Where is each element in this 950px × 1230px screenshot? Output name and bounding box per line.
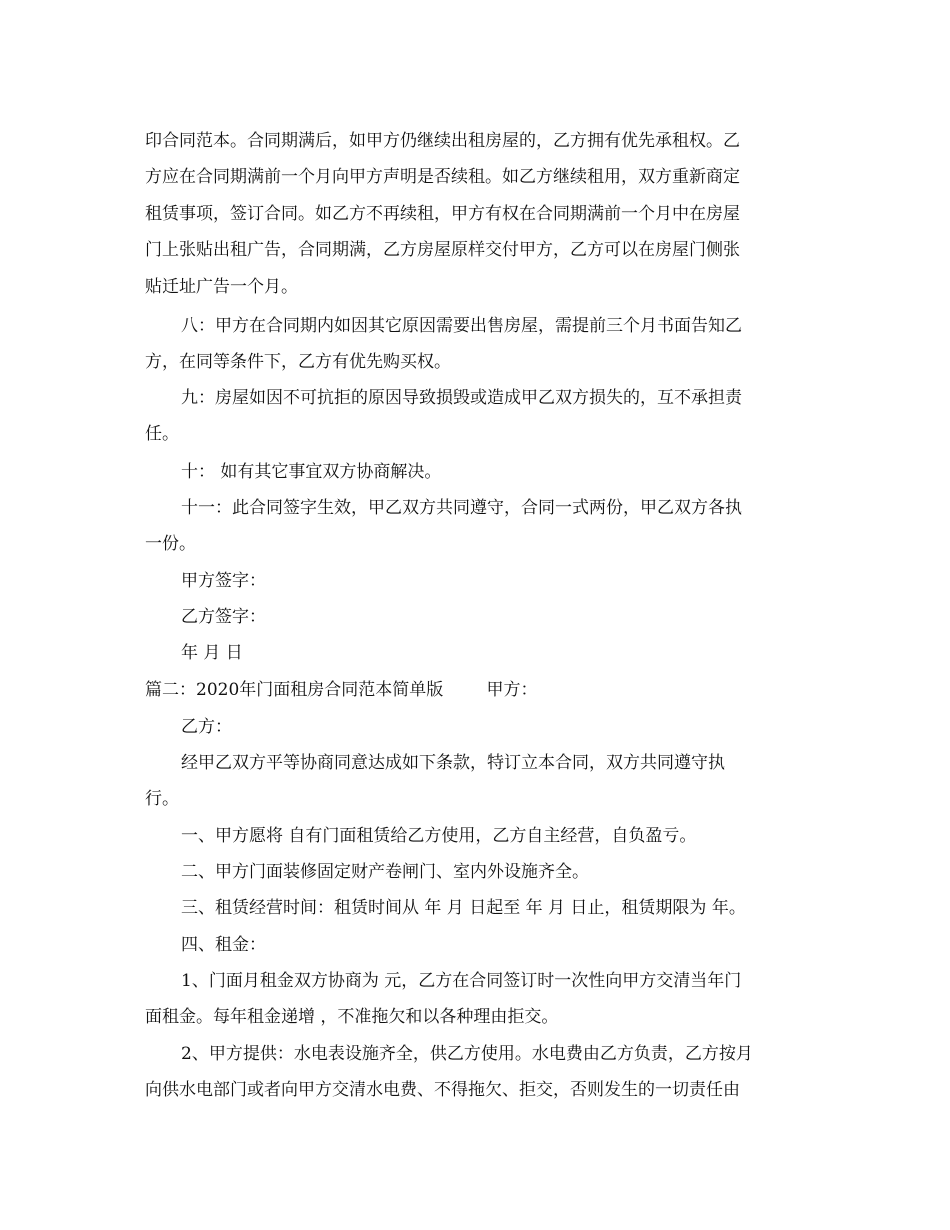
party-b-signature-label: 乙方签字： [181,607,266,627]
clause-four-item-2: 2、甲方提供：水电表设施齐全，供乙方使用。水电费由乙方负责，乙方按月 [181,1044,753,1064]
clause-nine: 九：房屋如因不可抗拒的原因导致损毁或造成甲乙双方损失的，互不承担责 [181,388,742,408]
clause-four-item-1: 1、门面月租金双方协商为 元，乙方在合同签订时一次性向甲方交清当年门 [181,971,742,991]
paragraph-line: 一份。 [145,534,196,554]
paragraph-line: 任。 [145,424,179,444]
preamble: 经甲乙双方平等协商同意达成如下条款，特订立本合同，双方共同遵守执 [181,753,725,773]
paragraph-line: 方应在合同期满前一个月向甲方声明是否续租。如乙方继续租用，双方重新商定 [145,167,740,187]
clause-two: 二、甲方门面装修固定财产卷闸门、室内外设施齐全。 [181,862,589,882]
paragraph-line: 租赁事项，签订合同。如乙方不再续租，甲方有权在合同期满前一个月中在房屋 [145,204,740,224]
date-label: 年 月 日 [181,643,243,663]
section-two-heading: 篇二：2020年门面租房合同范本简单版 甲方： [145,680,538,700]
paragraph-line: 印合同范本。合同期满后，如甲方仍继续出租房屋的，乙方拥有优先承租权。乙 [145,131,740,151]
paragraph-line: 面租金。每年租金递增 ，不准拖欠和以各种理由拒交。 [145,1007,559,1027]
clause-ten: 十： 如有其它事宜双方协商解决。 [181,462,442,482]
clause-one: 一、甲方愿将 自有门面租赁给乙方使用，乙方自主经营，自负盈亏。 [181,826,697,846]
clause-three: 三、租赁经营时间：租赁时间从 年 月 日起至 年 月 日止，租赁期限为 年。 [181,898,746,918]
party-a-signature-label: 甲方签字： [181,571,266,591]
paragraph-line: 方，在同等条件下，乙方有优先购买权。 [145,352,451,372]
paragraph-line: 贴迁址广告一个月。 [145,277,298,297]
paragraph-line: 行。 [145,789,179,809]
clause-eight: 八：甲方在合同期内如因其它原因需要出售房屋，需提前三个月书面告知乙 [181,316,742,336]
paragraph-line: 门上张贴出租广告，合同期满，乙方房屋原样交付甲方，乙方可以在房屋门侧张 [145,240,740,260]
clause-eleven: 十一：此合同签字生效，甲乙双方共同遵守，合同一式两份，甲乙双方各执 [181,498,742,518]
paragraph-line: 向供水电部门或者向甲方交清水电费、不得拖欠、拒交，否则发生的一切责任由 [145,1080,740,1100]
party-b-label: 乙方： [181,717,232,737]
clause-four: 四、租金： [181,935,266,955]
